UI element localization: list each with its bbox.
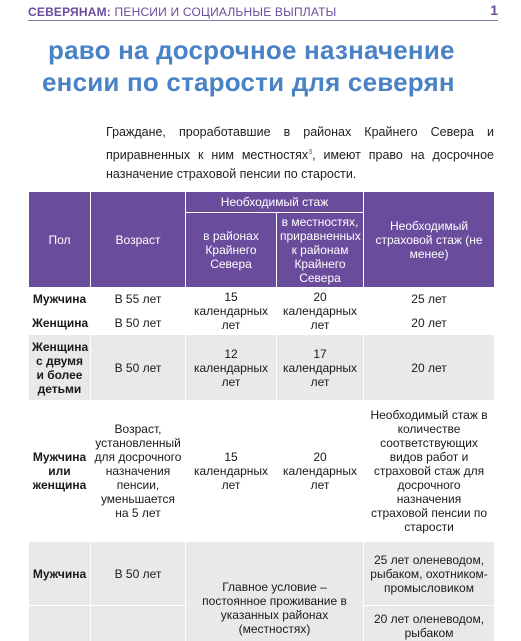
cell-north: 15 календарных лет <box>186 401 277 542</box>
cell-age: Возраст, установленный для досрочного назначения пенсии, уменьшается на 5 лет <box>91 401 186 542</box>
page-number: 1 <box>490 2 498 18</box>
header-divider <box>28 20 498 21</box>
header-subsection: ПЕНСИИ И СОЦИАЛЬНЫЕ ВЫПЛАТЫ <box>114 5 337 19</box>
cell-age: В 50 лет <box>91 335 186 401</box>
cell-north: 12 календарных лет <box>186 335 277 401</box>
col-header-north: в районах Крайнего Севера <box>186 213 277 288</box>
intro-paragraph <box>106 123 494 185</box>
cell-sex <box>29 606 91 641</box>
title-line-1: раво на досрочное назначение <box>48 35 455 65</box>
cell-insurance: 25 лет оленеводом, рыбаком, охотником-промысловиком <box>364 542 495 606</box>
table-row <box>29 335 495 401</box>
cell-insurance: 20 лет <box>364 335 495 401</box>
cell-north: 15 календарных лет <box>186 288 277 335</box>
header-title <box>28 5 336 19</box>
col-header-age: Возраст <box>91 192 186 288</box>
cell-equiv: 20 календарных лет <box>277 401 364 542</box>
col-header-equiv: в местностях, приравненных к районам Крайнего Севера <box>277 213 364 288</box>
cell-age: В 50 лет <box>91 542 186 606</box>
cell-age: В 55 лет <box>91 288 186 312</box>
cell-age: В 50 лет <box>91 311 186 335</box>
col-header-sex: Пол <box>29 192 91 288</box>
cell-age <box>91 606 186 641</box>
page-title <box>26 34 506 98</box>
pension-table <box>28 191 495 641</box>
footnote-marker[interactable]: 3 <box>308 148 313 156</box>
intro-text-1: Граждане, проработавшие в районах Крайнего Севера и приравненных к ним местностях <box>106 125 494 162</box>
cell-sex: Мужчина или женщина <box>29 401 91 542</box>
table-row <box>29 542 495 606</box>
cell-equiv: 17 календарных лет <box>277 335 364 401</box>
page-header <box>28 3 498 21</box>
col-header-insurance: Необходимый страховой стаж (не менее) <box>364 192 495 288</box>
table-row <box>29 401 495 542</box>
title-line-2: енсии по старости для северян <box>42 67 455 97</box>
cell-herder-condition: Главное условие – постоянное проживание в указанных районах (местностях) <box>186 542 364 641</box>
cell-sex: Мужчина <box>29 288 91 312</box>
cell-equiv: 20 календарных лет <box>277 288 364 335</box>
cell-sex: Женщина <box>29 311 91 335</box>
header-section: СЕВЕРЯНАМ: <box>28 5 111 19</box>
cell-insurance: 25 лет <box>364 288 495 312</box>
cell-sex: Женщина с двумя и более детьми <box>29 335 91 401</box>
cell-insurance: Необходимый стаж в количестве соответствующих видов работ и страховой стаж для досрочного назначения страховой пенсии по старости <box>364 401 495 542</box>
cell-insurance: 20 лет оленеводом, рыбаком <box>364 606 495 641</box>
col-header-required: Необходимый стаж <box>186 192 364 213</box>
intro-text-2: , имеют право на досрочное назначение страховой пенсии по старости. <box>106 147 494 182</box>
table-row <box>29 288 495 312</box>
cell-insurance: 20 лет <box>364 311 495 335</box>
cell-sex: Мужчина <box>29 542 91 606</box>
